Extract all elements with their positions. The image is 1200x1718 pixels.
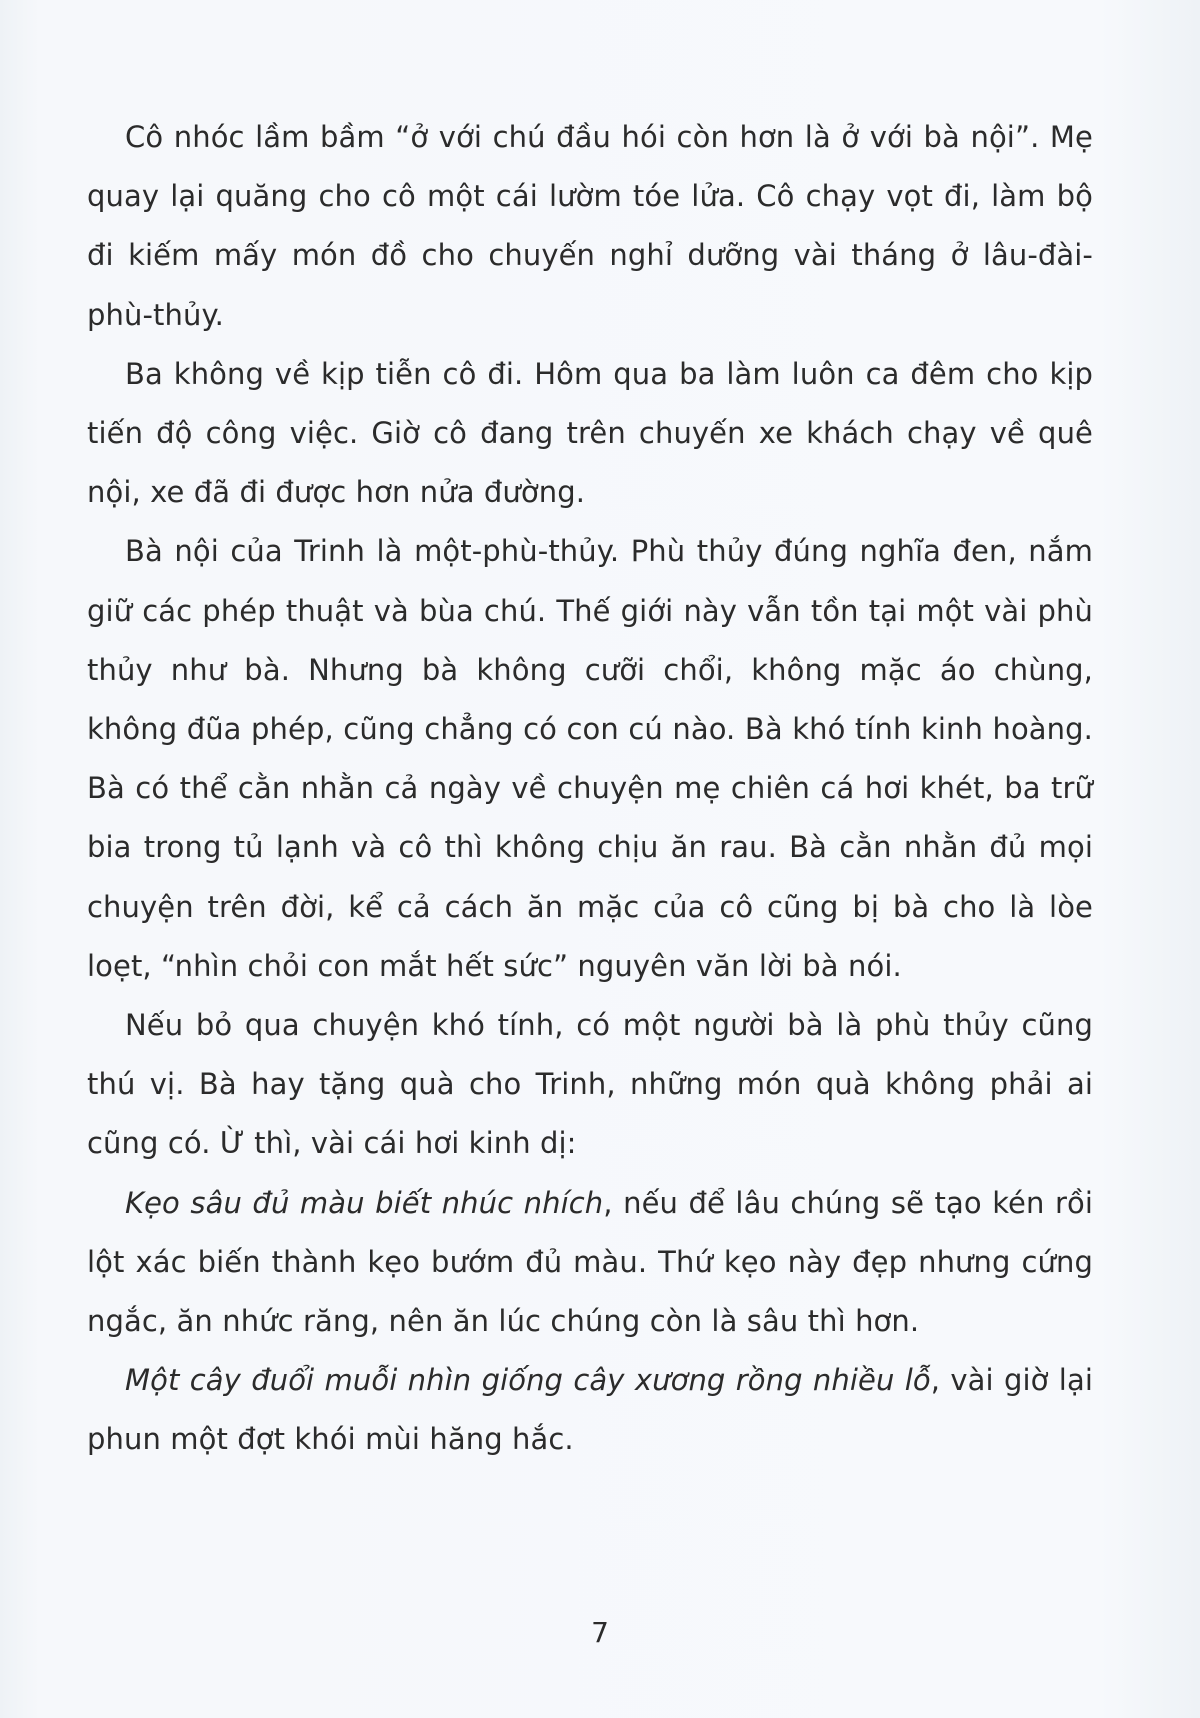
paragraph [87, 1174, 1093, 1352]
paragraph-text: Cô nhóc lầm bầm “ở với chú đầu hói còn hơn là ở với bà nội”. Mẹ quay lại quăng cho cô một cái lườm tóe lửa. Cô chạy vọt đi, làm bộ đi kiếm mấy món đồ cho chuyến nghỉ dưỡng vài tháng ở lâu-đài-phù-thủy. [87, 120, 1093, 332]
paragraph [87, 345, 1093, 523]
paragraph-text: , vài giờ lại phun một đợt khói mùi hăng hắc. [87, 1363, 1093, 1457]
italic-phrase: Một cây đuổi muỗi nhìn giống cây xương rồng nhiều lỗ [125, 1363, 931, 1398]
paragraph-text: Ba không về kịp tiễn cô đi. Hôm qua ba làm luôn ca đêm cho kịp tiến độ công việc. Giờ cô đang trên chuyến xe khách chạy về quê nội, xe đã đi được hơn nửa đường. [87, 356, 1093, 510]
paragraph [87, 522, 1093, 996]
paragraph-text: , nếu để lâu chúng sẽ tạo kén rồi lột xác biến thành kẹo bướm đủ màu. Thứ kẹo này đẹp nhưng cứng ngắc, ăn nhức răng, nên ăn lúc chúng còn là sâu thì hơn. [87, 1185, 1093, 1339]
italic-phrase: Kẹo sâu đủ màu biết nhúc nhích [125, 1185, 604, 1220]
paragraph [87, 108, 1093, 345]
paragraph [87, 996, 1093, 1174]
page-number: 7 [591, 1616, 609, 1649]
paragraph-text: Bà nội của Trinh là một-phù-thủy. Phù thủy đúng nghĩa đen, nắm giữ các phép thuật và bùa chú. Thế giới này vẫn tồn tại một vài phù thủy như bà. Nhưng bà không cưỡi chổi, không mặc áo chùng, không đũa phép, cũng chẳng có con cú nào. Bà khó tính kinh hoàng. Bà có thể cằn nhằn cả ngày về chuyện mẹ chiên cá hơi khét, ba trữ bia trong tủ lạnh và cô thì không chịu ăn rau. Bà cằn nhằn đủ mọi chuyện trên đời, kể cả cách ăn mặc của cô cũng bị bà cho là lòe loẹt, “nhìn chỏi con mắt hết sức” nguyên văn lời bà nói. [87, 534, 1093, 983]
paragraph-text: Nếu bỏ qua chuyện khó tính, có một người bà là phù thủy cũng thú vị. Bà hay tặng quà cho Trinh, những món quà không phải ai cũng có. Ừ thì, vài cái hơi kinh dị: [87, 1008, 1093, 1161]
paragraph [87, 1351, 1093, 1469]
body-text [87, 108, 1093, 1470]
